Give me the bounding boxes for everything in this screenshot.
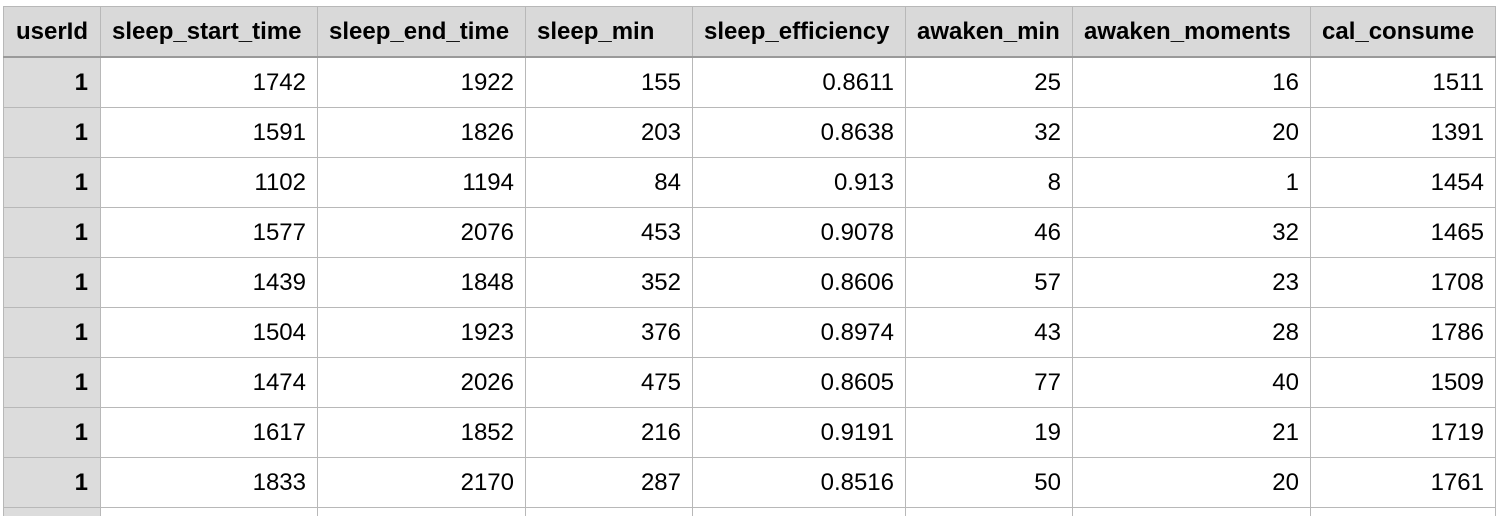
- table-cell[interactable]: 40: [1073, 358, 1311, 408]
- table-cell[interactable]: 1719: [1311, 408, 1496, 458]
- table-row: [4, 108, 1496, 158]
- table-cell[interactable]: 1833: [101, 458, 318, 508]
- table-cell[interactable]: 0.8974: [693, 308, 906, 358]
- column-header-cal-consume[interactable]: cal_consume: [1311, 7, 1496, 58]
- table-cell[interactable]: 1852: [318, 408, 526, 458]
- table-cell-empty: [526, 508, 693, 516]
- column-header-awaken-min[interactable]: awaken_min: [906, 7, 1073, 58]
- table-cell[interactable]: 0.8606: [693, 258, 906, 308]
- table-body: [4, 57, 1496, 516]
- table-cell-empty: [1073, 508, 1311, 516]
- table-cell-empty: [4, 508, 101, 516]
- table-row: [4, 57, 1496, 108]
- table-cell[interactable]: 32: [1073, 208, 1311, 258]
- table-cell[interactable]: 203: [526, 108, 693, 158]
- table-cell[interactable]: 216: [526, 408, 693, 458]
- table-cell[interactable]: 0.8516: [693, 458, 906, 508]
- table-cell[interactable]: 77: [906, 358, 1073, 408]
- row-userid-cell[interactable]: 1: [4, 308, 101, 358]
- table-cell[interactable]: 21: [1073, 408, 1311, 458]
- table-cell[interactable]: 19: [906, 408, 1073, 458]
- row-userid-cell[interactable]: 1: [4, 208, 101, 258]
- table-cell[interactable]: 0.8638: [693, 108, 906, 158]
- table-cell[interactable]: 50: [906, 458, 1073, 508]
- table-cell[interactable]: 2170: [318, 458, 526, 508]
- table-cell[interactable]: 46: [906, 208, 1073, 258]
- table-row: [4, 358, 1496, 408]
- table-cell[interactable]: 0.9191: [693, 408, 906, 458]
- table-cell[interactable]: 1: [1073, 158, 1311, 208]
- table-cell[interactable]: 1465: [1311, 208, 1496, 258]
- column-header-sleep-min[interactable]: sleep_min: [526, 7, 693, 58]
- table-cell[interactable]: 155: [526, 57, 693, 108]
- table-cell[interactable]: 1391: [1311, 108, 1496, 158]
- table-cell[interactable]: 20: [1073, 458, 1311, 508]
- table-cell[interactable]: 352: [526, 258, 693, 308]
- table-cell[interactable]: 376: [526, 308, 693, 358]
- table-cell[interactable]: 1848: [318, 258, 526, 308]
- row-userid-cell[interactable]: 1: [4, 258, 101, 308]
- row-userid-cell[interactable]: 1: [4, 158, 101, 208]
- column-header-sleep-efficiency[interactable]: sleep_efficiency: [693, 7, 906, 58]
- table-cell[interactable]: 84: [526, 158, 693, 208]
- data-table: [3, 6, 1496, 516]
- table-row: [4, 158, 1496, 208]
- table-row-partial: [4, 508, 1496, 516]
- table-cell[interactable]: 0.8611: [693, 57, 906, 108]
- table-cell[interactable]: 8: [906, 158, 1073, 208]
- table-row: [4, 458, 1496, 508]
- column-header-userid[interactable]: userId: [4, 7, 101, 58]
- table-cell[interactable]: 43: [906, 308, 1073, 358]
- table-cell[interactable]: 0.913: [693, 158, 906, 208]
- table-cell[interactable]: 1742: [101, 57, 318, 108]
- table-cell[interactable]: 0.8605: [693, 358, 906, 408]
- table-cell[interactable]: 1439: [101, 258, 318, 308]
- row-userid-cell[interactable]: 1: [4, 458, 101, 508]
- table-cell[interactable]: 475: [526, 358, 693, 408]
- table-cell[interactable]: 1826: [318, 108, 526, 158]
- table-cell[interactable]: 1922: [318, 57, 526, 108]
- table-cell[interactable]: 16: [1073, 57, 1311, 108]
- table-cell[interactable]: 0.9078: [693, 208, 906, 258]
- table-cell[interactable]: 1454: [1311, 158, 1496, 208]
- table-cell[interactable]: 1102: [101, 158, 318, 208]
- row-userid-cell[interactable]: 1: [4, 57, 101, 108]
- table-cell[interactable]: 1617: [101, 408, 318, 458]
- table-cell[interactable]: 1509: [1311, 358, 1496, 408]
- table-row: [4, 408, 1496, 458]
- table-cell[interactable]: 57: [906, 258, 1073, 308]
- table-cell[interactable]: 1194: [318, 158, 526, 208]
- table-cell[interactable]: 1577: [101, 208, 318, 258]
- table-cell-empty: [101, 508, 318, 516]
- table-cell[interactable]: 1504: [101, 308, 318, 358]
- header-row: [4, 7, 1496, 58]
- table-cell[interactable]: 1591: [101, 108, 318, 158]
- table-cell[interactable]: 23: [1073, 258, 1311, 308]
- column-header-awaken-moments[interactable]: awaken_moments: [1073, 7, 1311, 58]
- table-cell[interactable]: 1761: [1311, 458, 1496, 508]
- table-cell[interactable]: 1708: [1311, 258, 1496, 308]
- table-cell[interactable]: 20: [1073, 108, 1311, 158]
- table-cell[interactable]: 28: [1073, 308, 1311, 358]
- table-cell-empty: [693, 508, 906, 516]
- table-cell-empty: [906, 508, 1073, 516]
- table-cell[interactable]: 1923: [318, 308, 526, 358]
- table-cell-empty: [318, 508, 526, 516]
- table-cell[interactable]: 2026: [318, 358, 526, 408]
- table-row: [4, 208, 1496, 258]
- table-row: [4, 308, 1496, 358]
- table-cell[interactable]: 287: [526, 458, 693, 508]
- table-cell[interactable]: 2076: [318, 208, 526, 258]
- table-cell[interactable]: 1474: [101, 358, 318, 408]
- column-header-sleep-start-time[interactable]: sleep_start_time: [101, 7, 318, 58]
- column-header-sleep-end-time[interactable]: sleep_end_time: [318, 7, 526, 58]
- table-cell[interactable]: 1511: [1311, 57, 1496, 108]
- row-userid-cell[interactable]: 1: [4, 358, 101, 408]
- table-cell[interactable]: 32: [906, 108, 1073, 158]
- row-userid-cell[interactable]: 1: [4, 108, 101, 158]
- row-userid-cell[interactable]: 1: [4, 408, 101, 458]
- table-cell[interactable]: 25: [906, 57, 1073, 108]
- table-cell[interactable]: 1786: [1311, 308, 1496, 358]
- table-row: [4, 258, 1496, 308]
- table-cell[interactable]: 453: [526, 208, 693, 258]
- table-cell-empty: [1311, 508, 1496, 516]
